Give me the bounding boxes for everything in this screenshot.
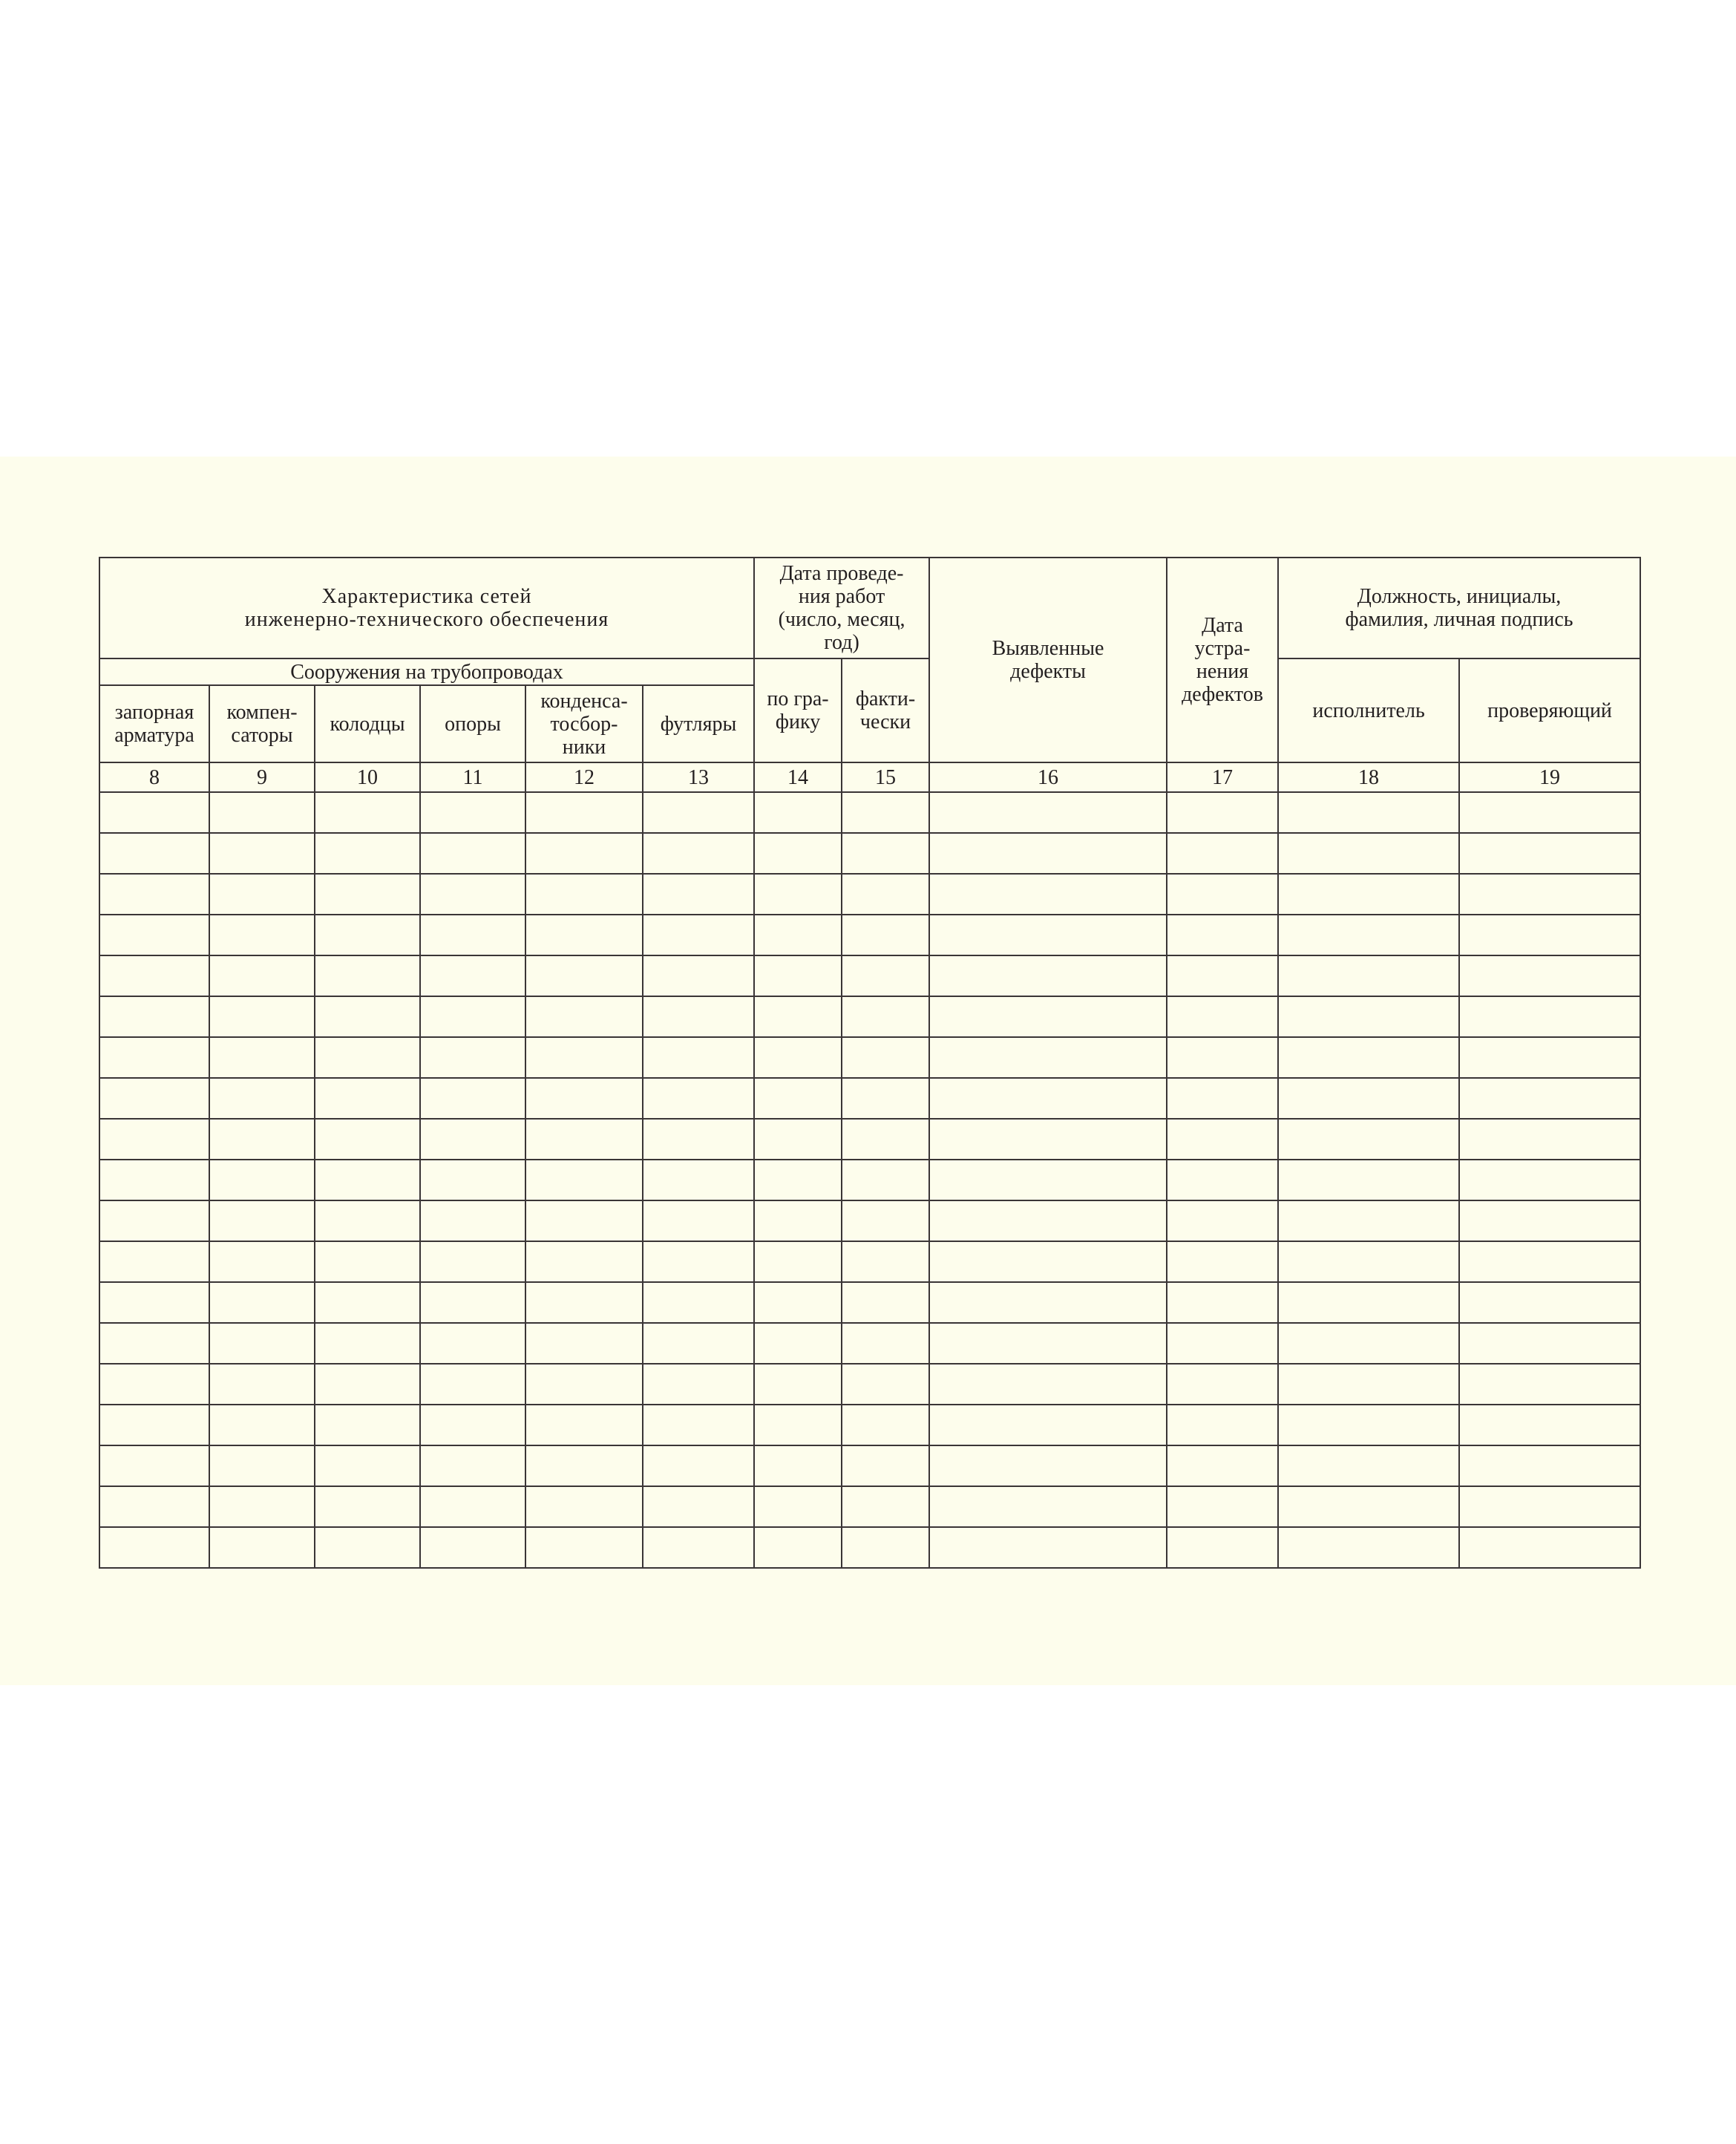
table-cell[interactable]: [1278, 833, 1459, 874]
table-cell[interactable]: [420, 1200, 525, 1241]
table-cell[interactable]: [99, 792, 209, 833]
table-cell[interactable]: [842, 1078, 929, 1119]
table-cell[interactable]: [754, 1119, 842, 1160]
table-cell[interactable]: [929, 1119, 1167, 1160]
table-cell[interactable]: [1459, 874, 1640, 915]
table-cell[interactable]: [1278, 1282, 1459, 1323]
column-number: 19: [1459, 762, 1640, 792]
table-cell[interactable]: [315, 1119, 420, 1160]
table-cell[interactable]: [929, 1445, 1167, 1486]
table-body: [99, 792, 1640, 1568]
condensate-collectors-header: конденса- тосбор- ники: [525, 685, 643, 762]
table-cell[interactable]: [842, 1405, 929, 1445]
table-cell[interactable]: [1167, 1119, 1278, 1160]
table-row: [99, 1282, 1640, 1323]
table-cell[interactable]: [315, 915, 420, 955]
signature-header: Должность, инициалы, фамилия, личная подпись: [1278, 558, 1640, 658]
table-cell[interactable]: [643, 1119, 754, 1160]
table-cell[interactable]: [315, 1527, 420, 1568]
table-cell[interactable]: [99, 1037, 209, 1078]
table-row: [99, 996, 1640, 1037]
table-cell[interactable]: [525, 1364, 643, 1405]
table-row: [99, 792, 1640, 833]
table-cell[interactable]: [1167, 833, 1278, 874]
characteristics-header: Характеристика сетей инженерно-технического обеспечения: [99, 558, 754, 658]
table-cell[interactable]: [754, 1323, 842, 1364]
table-cell[interactable]: [643, 1323, 754, 1364]
table-cell[interactable]: [315, 874, 420, 915]
table-cell[interactable]: [1459, 1282, 1640, 1323]
table-cell[interactable]: [754, 874, 842, 915]
defects-header: Выявленные дефекты: [929, 558, 1167, 762]
table-cell[interactable]: [842, 1241, 929, 1282]
table-cell[interactable]: [1278, 792, 1459, 833]
table-cell[interactable]: [754, 955, 842, 996]
table-cell[interactable]: [99, 1364, 209, 1405]
table-cell[interactable]: [99, 1282, 209, 1323]
table-row: [99, 1200, 1640, 1241]
table-row: [99, 1037, 1640, 1078]
table-cell[interactable]: [754, 833, 842, 874]
table-cell[interactable]: [643, 833, 754, 874]
table-cell[interactable]: [1278, 1078, 1459, 1119]
table-cell[interactable]: [525, 792, 643, 833]
performer-header: исполнитель: [1278, 658, 1459, 762]
table-cell[interactable]: [1167, 792, 1278, 833]
casings-header: футляры: [643, 685, 754, 762]
table-cell[interactable]: [99, 996, 209, 1037]
table-cell[interactable]: [1459, 1323, 1640, 1364]
table-cell[interactable]: [1278, 1323, 1459, 1364]
column-number: 14: [754, 762, 842, 792]
table-row: [99, 1160, 1640, 1200]
table-cell[interactable]: [929, 1364, 1167, 1405]
table-cell[interactable]: [525, 1241, 643, 1282]
table-cell[interactable]: [929, 1078, 1167, 1119]
table-cell[interactable]: [209, 1486, 315, 1527]
table-cell[interactable]: [754, 996, 842, 1037]
table-cell[interactable]: [209, 1405, 315, 1445]
table-cell[interactable]: [1278, 955, 1459, 996]
work-date-header: Дата проведе- ния работ (число, месяц, год): [754, 558, 929, 658]
table-cell[interactable]: [1167, 1282, 1278, 1323]
table-cell[interactable]: [1167, 874, 1278, 915]
table-cell[interactable]: [209, 915, 315, 955]
column-number: 9: [209, 762, 315, 792]
table-row: [99, 1078, 1640, 1119]
table-cell[interactable]: [643, 1405, 754, 1445]
table-cell[interactable]: [1167, 1405, 1278, 1445]
table-cell[interactable]: [929, 915, 1167, 955]
table-cell[interactable]: [1278, 1527, 1459, 1568]
table-cell[interactable]: [754, 1160, 842, 1200]
table-cell[interactable]: [209, 792, 315, 833]
table-cell[interactable]: [209, 955, 315, 996]
table-cell[interactable]: [842, 874, 929, 915]
table-cell[interactable]: [209, 1527, 315, 1568]
table-cell[interactable]: [754, 1037, 842, 1078]
table-cell[interactable]: [1459, 1160, 1640, 1200]
table-row: [99, 1405, 1640, 1445]
table-cell[interactable]: [1278, 1486, 1459, 1527]
table-cell[interactable]: [99, 1241, 209, 1282]
table-cell[interactable]: [525, 996, 643, 1037]
table-cell[interactable]: [842, 1160, 929, 1200]
table-cell[interactable]: [754, 792, 842, 833]
table-cell[interactable]: [643, 1527, 754, 1568]
table-cell[interactable]: [643, 1200, 754, 1241]
table-cell[interactable]: [643, 915, 754, 955]
table-cell[interactable]: [315, 1078, 420, 1119]
table-cell[interactable]: [1459, 955, 1640, 996]
table-cell[interactable]: [1459, 915, 1640, 955]
table-row: [99, 1119, 1640, 1160]
table-row: [99, 955, 1640, 996]
table-cell[interactable]: [525, 915, 643, 955]
table-cell[interactable]: [1459, 1119, 1640, 1160]
table-cell[interactable]: [420, 874, 525, 915]
table-cell[interactable]: [315, 792, 420, 833]
table-cell[interactable]: [1278, 996, 1459, 1037]
column-number: 15: [842, 762, 929, 792]
structures-header: Сооружения на трубопроводах: [99, 658, 754, 685]
table-cell[interactable]: [1459, 833, 1640, 874]
table-cell[interactable]: [99, 1445, 209, 1486]
table-cell[interactable]: [643, 955, 754, 996]
table-cell[interactable]: [1167, 1160, 1278, 1200]
table-row: [99, 874, 1640, 915]
table-cell[interactable]: [420, 1323, 525, 1364]
table-row: [99, 1445, 1640, 1486]
table-cell[interactable]: [1278, 874, 1459, 915]
column-number: 11: [420, 762, 525, 792]
table-cell[interactable]: [1459, 792, 1640, 833]
table-cell[interactable]: [643, 1282, 754, 1323]
table-cell[interactable]: [315, 1037, 420, 1078]
table-cell[interactable]: [929, 1200, 1167, 1241]
table-cell[interactable]: [842, 955, 929, 996]
table-cell[interactable]: [643, 1037, 754, 1078]
table-cell[interactable]: [525, 1323, 643, 1364]
table-cell[interactable]: [842, 1486, 929, 1527]
table-cell[interactable]: [1167, 1078, 1278, 1119]
column-number: 13: [643, 762, 754, 792]
table-cell[interactable]: [929, 874, 1167, 915]
table-cell[interactable]: [315, 833, 420, 874]
table-cell[interactable]: [1278, 1037, 1459, 1078]
table-cell[interactable]: [929, 1160, 1167, 1200]
table-cell[interactable]: [929, 1527, 1167, 1568]
table-cell[interactable]: [1278, 1200, 1459, 1241]
table-cell[interactable]: [1167, 1364, 1278, 1405]
table-cell[interactable]: [525, 1200, 643, 1241]
table-row: [99, 915, 1640, 955]
table-cell[interactable]: [525, 1078, 643, 1119]
table-cell[interactable]: [525, 955, 643, 996]
table-cell[interactable]: [315, 996, 420, 1037]
form-page: [0, 457, 1736, 1685]
table-cell[interactable]: [1167, 955, 1278, 996]
table-cell[interactable]: [420, 955, 525, 996]
table-cell[interactable]: [420, 1037, 525, 1078]
table-cell[interactable]: [420, 1160, 525, 1200]
column-number: 16: [929, 762, 1167, 792]
table-cell[interactable]: [209, 996, 315, 1037]
table-cell[interactable]: [643, 1445, 754, 1486]
table-cell[interactable]: [420, 1078, 525, 1119]
table-cell[interactable]: [420, 1405, 525, 1445]
fix-date-header: Дата устра- нения дефектов: [1167, 558, 1278, 762]
table-cell[interactable]: [1167, 1200, 1278, 1241]
table-cell[interactable]: [99, 833, 209, 874]
table-row: [99, 1527, 1640, 1568]
table-cell[interactable]: [315, 955, 420, 996]
table-cell[interactable]: [1459, 996, 1640, 1037]
table-cell[interactable]: [99, 1486, 209, 1527]
table-cell[interactable]: [209, 1241, 315, 1282]
table-cell[interactable]: [209, 1037, 315, 1078]
table-cell[interactable]: [315, 1323, 420, 1364]
table-row: [99, 1364, 1640, 1405]
table-cell[interactable]: [420, 792, 525, 833]
table-row: [99, 1241, 1640, 1282]
table-cell[interactable]: [525, 1486, 643, 1527]
table-cell[interactable]: [1167, 1323, 1278, 1364]
table-cell[interactable]: [1167, 996, 1278, 1037]
table-cell[interactable]: [420, 1527, 525, 1568]
table-cell[interactable]: [1459, 1527, 1640, 1568]
table-cell[interactable]: [1278, 1405, 1459, 1445]
inspection-log-table: [99, 557, 1641, 1569]
table-cell[interactable]: [420, 833, 525, 874]
table-cell[interactable]: [1278, 915, 1459, 955]
table-cell[interactable]: [1459, 1241, 1640, 1282]
table-cell[interactable]: [99, 1323, 209, 1364]
table-cell[interactable]: [643, 1160, 754, 1200]
table-cell[interactable]: [420, 1241, 525, 1282]
table-cell[interactable]: [99, 1078, 209, 1119]
table-cell[interactable]: [842, 833, 929, 874]
table-cell[interactable]: [209, 874, 315, 915]
table-cell[interactable]: [754, 1078, 842, 1119]
table-cell[interactable]: [929, 1037, 1167, 1078]
table-cell[interactable]: [1459, 1486, 1640, 1527]
supports-header: опоры: [420, 685, 525, 762]
table-cell[interactable]: [525, 1282, 643, 1323]
table-cell[interactable]: [315, 1405, 420, 1445]
table-cell[interactable]: [525, 833, 643, 874]
table-cell[interactable]: [209, 833, 315, 874]
table-cell[interactable]: [842, 1527, 929, 1568]
table-cell[interactable]: [842, 1200, 929, 1241]
by-schedule-header: по гра- фику: [754, 658, 842, 762]
table-cell[interactable]: [420, 996, 525, 1037]
table-cell[interactable]: [929, 1282, 1167, 1323]
table-cell[interactable]: [643, 874, 754, 915]
table-row: [99, 833, 1640, 874]
table-cell[interactable]: [525, 1527, 643, 1568]
table-cell[interactable]: [1167, 1037, 1278, 1078]
table-cell[interactable]: [1459, 1078, 1640, 1119]
table-cell[interactable]: [842, 915, 929, 955]
table-cell[interactable]: [315, 1486, 420, 1527]
table-cell[interactable]: [315, 1241, 420, 1282]
column-number: 18: [1278, 762, 1459, 792]
table-cell[interactable]: [842, 1445, 929, 1486]
table-cell[interactable]: [525, 1445, 643, 1486]
table-cell[interactable]: [99, 1527, 209, 1568]
table-cell[interactable]: [1459, 1405, 1640, 1445]
table-cell[interactable]: [99, 874, 209, 915]
table-cell[interactable]: [643, 1364, 754, 1405]
table-cell[interactable]: [929, 1323, 1167, 1364]
table-cell[interactable]: [99, 1160, 209, 1200]
wells-header: колодцы: [315, 685, 420, 762]
table-cell[interactable]: [754, 1445, 842, 1486]
table-cell[interactable]: [99, 1405, 209, 1445]
table-row: [99, 1486, 1640, 1527]
table-cell[interactable]: [754, 1282, 842, 1323]
table-cell[interactable]: [315, 1282, 420, 1323]
table-cell[interactable]: [929, 996, 1167, 1037]
table-cell[interactable]: [1167, 1445, 1278, 1486]
table-cell[interactable]: [754, 1527, 842, 1568]
table-cell[interactable]: [209, 1282, 315, 1323]
column-number: 8: [99, 762, 209, 792]
column-number: 10: [315, 762, 420, 792]
table-cell[interactable]: [99, 955, 209, 996]
table-cell[interactable]: [842, 792, 929, 833]
table-cell[interactable]: [929, 1405, 1167, 1445]
table-cell[interactable]: [643, 792, 754, 833]
table-cell[interactable]: [420, 1486, 525, 1527]
table-cell[interactable]: [842, 1282, 929, 1323]
table-cell[interactable]: [842, 996, 929, 1037]
table-cell[interactable]: [754, 1241, 842, 1282]
table-cell[interactable]: [929, 1486, 1167, 1527]
table-cell[interactable]: [643, 1078, 754, 1119]
table-cell[interactable]: [929, 1241, 1167, 1282]
table-cell[interactable]: [842, 1037, 929, 1078]
table-cell[interactable]: [1459, 1445, 1640, 1486]
table-cell[interactable]: [1167, 1241, 1278, 1282]
shutoff-valves-header: запорная арматура: [99, 685, 209, 762]
table-cell[interactable]: [99, 1200, 209, 1241]
table-cell[interactable]: [209, 1200, 315, 1241]
actual-header: факти- чески: [842, 658, 929, 762]
table-cell[interactable]: [1167, 1486, 1278, 1527]
table-cell[interactable]: [209, 1323, 315, 1364]
table-cell[interactable]: [1167, 1527, 1278, 1568]
table-header: [99, 558, 1640, 792]
table-cell[interactable]: [1459, 1037, 1640, 1078]
table-cell[interactable]: [420, 1445, 525, 1486]
table-cell[interactable]: [420, 1364, 525, 1405]
table-cell[interactable]: [1167, 915, 1278, 955]
table-cell[interactable]: [929, 792, 1167, 833]
table-cell[interactable]: [1278, 1445, 1459, 1486]
table-cell[interactable]: [754, 915, 842, 955]
table-cell[interactable]: [1278, 1119, 1459, 1160]
table-cell[interactable]: [209, 1078, 315, 1119]
table-cell[interactable]: [754, 1200, 842, 1241]
table-cell[interactable]: [842, 1119, 929, 1160]
table-cell[interactable]: [315, 1364, 420, 1405]
table-cell[interactable]: [209, 1119, 315, 1160]
table-cell[interactable]: [929, 955, 1167, 996]
table-cell[interactable]: [643, 996, 754, 1037]
table-cell[interactable]: [1278, 1241, 1459, 1282]
table-cell[interactable]: [525, 1037, 643, 1078]
table-cell[interactable]: [525, 1405, 643, 1445]
table-cell[interactable]: [1459, 1200, 1640, 1241]
column-number: 17: [1167, 762, 1278, 792]
table-cell[interactable]: [315, 1200, 420, 1241]
table-cell[interactable]: [1278, 1364, 1459, 1405]
table-cell[interactable]: [420, 1119, 525, 1160]
table-cell[interactable]: [525, 1119, 643, 1160]
table-cell[interactable]: [842, 1323, 929, 1364]
table-cell[interactable]: [754, 1405, 842, 1445]
table-cell[interactable]: [420, 1282, 525, 1323]
table-cell[interactable]: [209, 1445, 315, 1486]
table-cell[interactable]: [99, 915, 209, 955]
table-cell[interactable]: [420, 915, 525, 955]
table-cell[interactable]: [929, 833, 1167, 874]
column-number: 12: [525, 762, 643, 792]
table-cell[interactable]: [209, 1364, 315, 1405]
table-cell[interactable]: [99, 1119, 209, 1160]
table-cell[interactable]: [525, 1160, 643, 1200]
table-cell[interactable]: [842, 1364, 929, 1405]
table-cell[interactable]: [315, 1445, 420, 1486]
table-cell[interactable]: [209, 1160, 315, 1200]
table-cell[interactable]: [1278, 1160, 1459, 1200]
table-cell[interactable]: [643, 1241, 754, 1282]
table-cell[interactable]: [525, 874, 643, 915]
table-cell[interactable]: [643, 1486, 754, 1527]
table-cell[interactable]: [315, 1160, 420, 1200]
checker-header: проверяющий: [1459, 658, 1640, 762]
compensators-header: компен- саторы: [209, 685, 315, 762]
table-row: [99, 1323, 1640, 1364]
table-cell[interactable]: [754, 1486, 842, 1527]
table-cell[interactable]: [754, 1364, 842, 1405]
table-cell[interactable]: [1459, 1364, 1640, 1405]
